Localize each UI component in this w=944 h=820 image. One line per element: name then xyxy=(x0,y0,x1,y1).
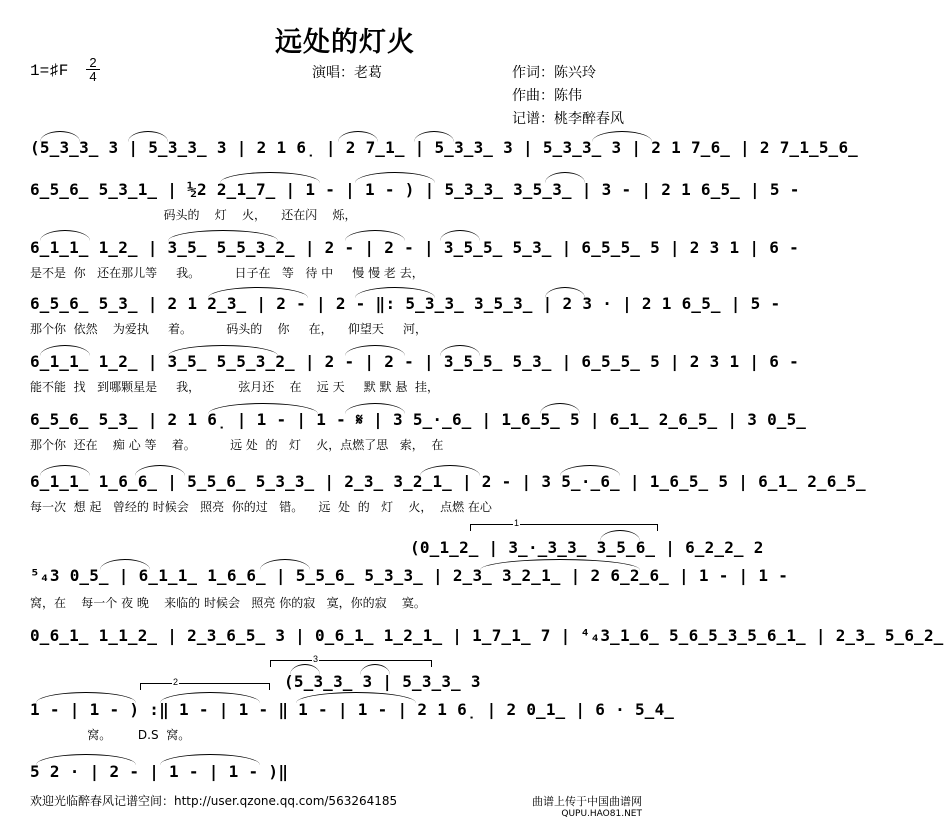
slur xyxy=(40,230,90,241)
time-signature-top: 2 xyxy=(86,56,100,70)
tie xyxy=(160,754,260,765)
tie xyxy=(208,287,308,298)
slur xyxy=(100,559,150,570)
lyric-row-6: 那个你 还在 痴 心 等 着。 远 处 的 灯 火，点燃了思 索， 在 xyxy=(30,438,444,452)
slur xyxy=(560,465,620,476)
slur xyxy=(545,287,585,298)
notation-row-5: 6̲1̲1̲ 1̲2̲ | 3̲5̲ 5̲5̲3̲2̲ | 2 - | 2 - | 3̲5̲5̲ 5̲3̲ | 6̲5̲5̲ 5 | 2 3 1 | 6 - xyxy=(30,352,800,371)
slur xyxy=(40,131,80,142)
tie xyxy=(168,345,278,356)
lyric-row-3: 是不是 你 还在那儿等 我。 日子在 等 待 中 慢 慢 老 去， xyxy=(30,266,424,280)
composer-credit: 作曲：陈伟 xyxy=(512,88,582,104)
slur xyxy=(345,403,405,414)
notation-row-9: ⁵₄3 0̲5̲ | 6̲1̲1̲ 1̲6̲6̲ | 5̲5̲6̲ 5̲3̲3̲ | 2̲3̲ 3̲2̲1̲ | 2 6̲2̲6̲ | 1 - | 1 - xyxy=(30,566,789,585)
song-title: 远处的灯火 xyxy=(275,27,415,58)
slur xyxy=(338,131,378,142)
site-watermark xyxy=(532,796,642,820)
slur xyxy=(440,345,480,356)
lyric-row-2: 码头的 灯 火， 还在闪 烁， xyxy=(30,208,357,222)
notation-row-6: 6̲5̲6̲ 5̲3̲ | 2 1 6̣ | 1 - | 1 - 𝄋 | 3 5̲·̲6̲ | 1̲6̲5̲ 5 | 6̲1̲ 2̲6̲5̲ | 3 0̲5̲ xyxy=(30,410,807,429)
volta-bracket-2 xyxy=(140,683,270,690)
slur xyxy=(345,230,405,241)
notation-row-4: 6̲5̲6̲ 5̲3̲ | 2 1 2̲3̲ | 2 - | 2 - ‖: 5̲3̲3̲ 3̲5̲3̲ | 2 3 · | 2 1 6̲5̲ | 5 - xyxy=(30,294,781,313)
tie xyxy=(160,692,260,703)
slur xyxy=(345,345,405,356)
lyric-row-4: 那个你 依然 为爱执 着。 码头的 你 在， 仰望天 河， xyxy=(30,322,427,336)
lyric-row-12: 窝。 D.S 窝。 xyxy=(30,728,191,742)
notation-row-7: 6̲1̲1̲ 1̲6̲6̲ | 5̲5̲6̲ 5̲3̲3̲ | 2̲3̲ 3̲2̲1̲ | 2 - | 3 5̲·̲6̲ | 1̲6̲5̲ 5 | 6̲1̲ 2̲6̲5̲ xyxy=(30,472,866,491)
slur xyxy=(260,559,310,570)
slur xyxy=(40,345,90,356)
lyric-row-9: 窝，在 每一个 夜 晚 来临的 时候会 照亮 你的寂 寞，你的寂 寞。 xyxy=(30,596,426,610)
tie xyxy=(168,230,278,241)
lyric-row-5: 能不能 找 到哪颗星是 我， 弦月还 在 远 天 默 默 悬 挂， xyxy=(30,380,439,394)
volta-number-3: 3 xyxy=(313,654,319,664)
site-url: QUPU.HAO81.NET xyxy=(561,809,642,819)
slur xyxy=(135,465,185,476)
volta-bracket-1 xyxy=(470,524,658,531)
footer-credit: 欢迎光临醉春风记谱空间：http://user.qzone.qq.com/563264185 xyxy=(30,794,398,808)
notation-row-2: 6̲5̲6̲ 5̲3̲1̲ | ½2 2̲1̲7̲ | 1 - | 1 - ) | 5̲3̲3̲ 3̲5̲3̲ | 3 - | 2 1 6̲5̲ | 5 - xyxy=(30,180,800,199)
slur xyxy=(40,465,90,476)
volta-number-1: 1 xyxy=(514,518,520,528)
tie xyxy=(296,692,416,703)
slur xyxy=(414,131,454,142)
site-name: 曲谱上传于中国曲谱网 xyxy=(532,795,642,808)
slur xyxy=(355,172,435,183)
lyric-row-7: 每一次 想 起 曾经的 时候会 照亮 你的过 错。 远 处 的 灯 火， 点燃 在心 xyxy=(30,500,492,514)
tie xyxy=(220,172,320,183)
time-signature-bottom: 4 xyxy=(89,69,97,84)
notation-row-13: 5 2 · | 2 - | 1 - | 1 - )‖ xyxy=(30,762,289,781)
lyricist-credit: 作词：陈兴玲 xyxy=(512,65,596,81)
notation-row-8: (0̲1̲2̲ | 3̲·̲3̲3̲ 3̲5̲6̲ | 6̲2̲2̲ 2 xyxy=(410,538,764,557)
notation-row-12: 1 - | 1 - ) :‖ 1 - | 1 - ‖ 1 - | 1 - | 2 1 6̣ | 2 0̲1̲ | 6 · 5̲4̲ xyxy=(30,700,675,719)
volta-bracket-3 xyxy=(270,660,432,667)
notation-row-10: 0̲6̲1̲ 1̲1̲2̲ | 2̲3̲6̲5̲ 3 | 0̲6̲1̲ 1̲2̲1̲ | 1̲7̲1̲ 7 | ⁴₄3̲1̲6̲ 5̲6̲5̲3̲5̲6̲1̲ | 2̲3̲ 5̲6̲2̲ xyxy=(30,626,944,645)
notation-row-11: (5̲3̲3̲ 3 | 5̲3̲3̲ 3 xyxy=(284,672,481,691)
tie xyxy=(36,692,136,703)
singer-credit: 演唱：老葛 xyxy=(312,65,382,81)
slur xyxy=(545,172,585,183)
slur xyxy=(420,465,480,476)
volta-number-2: 2 xyxy=(173,677,179,687)
slur xyxy=(355,287,435,298)
key-signature: 1=♯F xyxy=(30,62,69,80)
time-signature xyxy=(86,56,100,83)
transcriber-credit: 记谱：桃李醉春风 xyxy=(512,111,624,127)
tie xyxy=(480,559,640,570)
notation-row-1: (5̲3̲3̲ 3 | 5̲3̲3̲ 3 | 2 1 6̣ | 2 7̲1̲ | 5̲3̲3̲ 3 | 5̲3̲3̲ 3 | 2 1 7̲6̲ | 2 7̲1̲5̲6̲ xyxy=(30,138,859,157)
slur xyxy=(600,530,640,541)
slur xyxy=(540,403,580,414)
tie xyxy=(36,754,136,765)
slur xyxy=(440,230,480,241)
slur xyxy=(128,131,168,142)
slur xyxy=(592,131,652,142)
tie xyxy=(208,403,318,414)
notation-row-3: 6̲1̲1̲ 1̲2̲ | 3̲5̲ 5̲5̲3̲2̲ | 2 - | 2 - | 3̲5̲5̲ 5̲3̲ | 6̲5̲5̲ 5 | 2 3 1 | 6 - xyxy=(30,238,800,257)
